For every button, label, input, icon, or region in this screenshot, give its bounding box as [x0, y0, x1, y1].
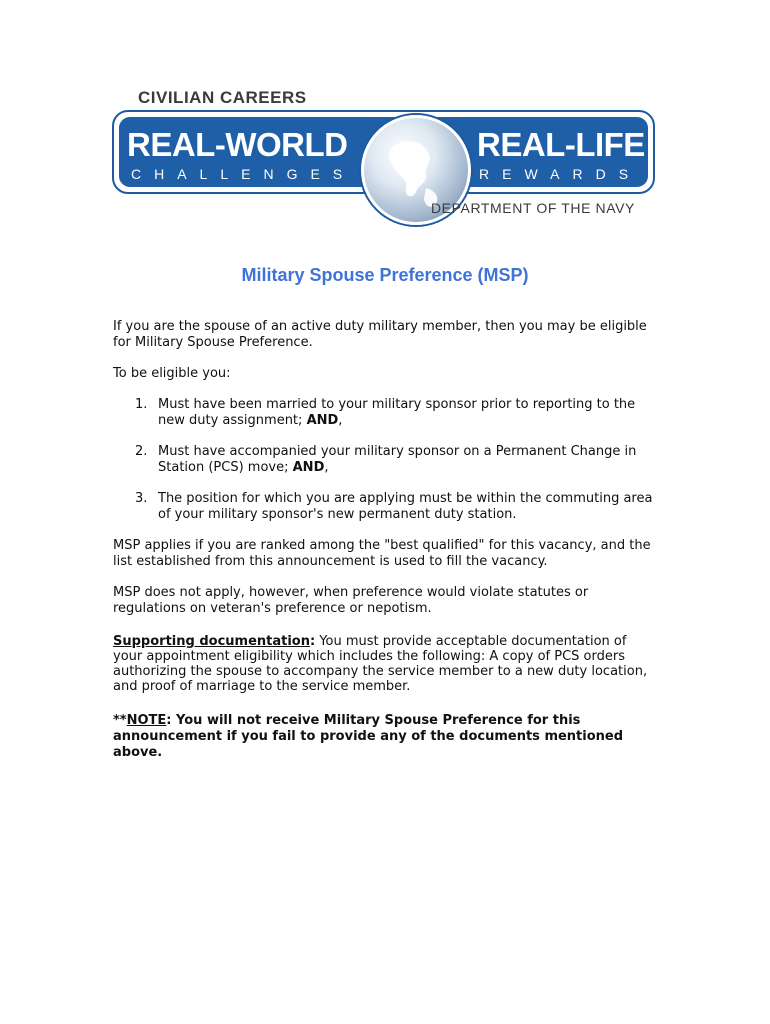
banner-bar [112, 110, 655, 194]
eligibility-lead: To be eligible you: [113, 366, 231, 381]
msp-applies-paragraph: MSP applies if you are ranked among the "best qualified" for this vacancy, and the list established from this announcement is used to fill the vacancy. [113, 538, 651, 569]
list-text: Must have accompanied your military sponsor on a Permanent Change in Station (PCS) move; AND, [158, 444, 637, 475]
supporting-documentation-text: You must provide acceptable documentation of your appointment eligibility which includes the following: A copy of PCS orders authorizing the spouse to accompany the service member to a new duty location, and proof of marriage to the service member. [113, 634, 648, 694]
list-text: The position for which you are applying must be within the commuting area of your military sponsor's new permanent duty station. [158, 491, 653, 522]
list-number: 1. [135, 397, 148, 412]
msp-not-apply-paragraph: MSP does not apply, however, when preference would violate statutes or regulations on veteran's preference or nepotism. [113, 585, 589, 616]
list-number: 2. [135, 444, 148, 459]
banner-bottom-text: DEPARTMENT OF THE NAVY [430, 200, 635, 216]
banner-left-headline: REAL-WORLD [127, 126, 348, 163]
note-text: : You will not receive Military Spouse Preference for this announcement if you fail to provide any of the documents mentioned above. [113, 713, 624, 760]
banner-right-subline: REWARDS [479, 166, 642, 182]
supporting-documentation-paragraph: Supporting documentation: You must provide acceptable documentation of your appointment eligibility which includes the following: A copy of PCS orders authorizing the spouse to accompany the service member to a new duty location, and proof of marriage to the service member. [113, 634, 648, 694]
list-text: Must have been married to your military sponsor prior to reporting to the new duty assignment; AND, [158, 397, 636, 428]
note-paragraph: **NOTE: You will not receive Military Spouse Preference for this announcement if you fail to provide any of the documents mentioned above. [113, 713, 624, 760]
banner-top-text: CIVILIAN CAREERS [138, 88, 307, 107]
document-title: Military Spouse Preference (MSP) [241, 265, 529, 285]
note-label: NOTE [126, 713, 167, 728]
banner-right-headline: REAL-LIFE [477, 126, 645, 163]
list-number: 3. [135, 491, 148, 506]
supporting-documentation-label: Supporting documentation [113, 634, 310, 649]
civilian-careers-banner [112, 88, 657, 220]
banner-left-subline: CHALLENGES [131, 166, 356, 182]
intro-paragraph: If you are the spouse of an active duty military member, then you may be eligible for Military Spouse Preference. [113, 319, 647, 350]
